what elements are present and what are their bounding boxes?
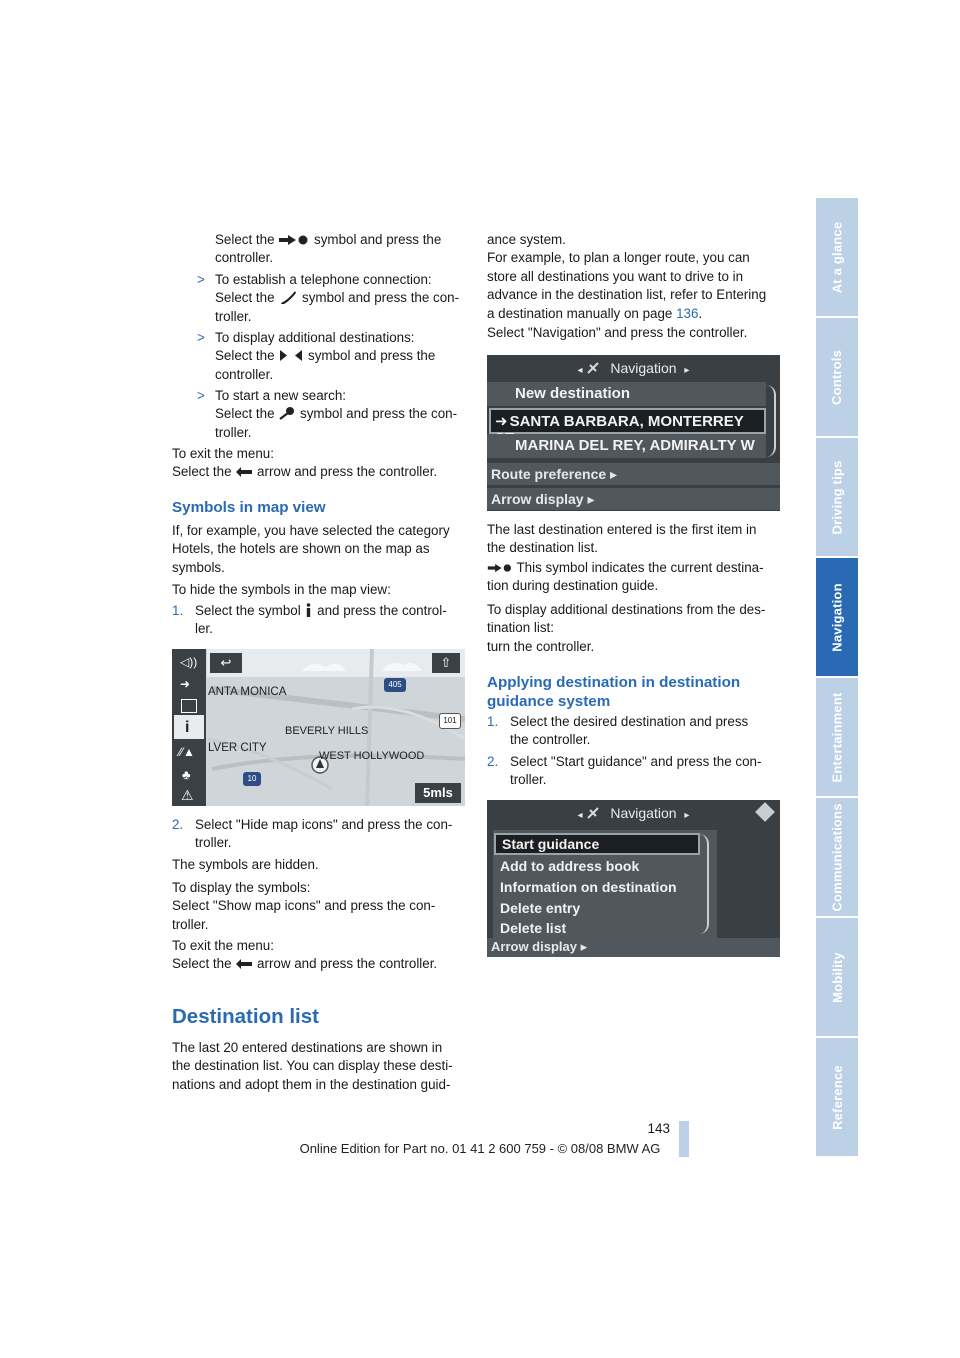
back-arrow-icon [235,958,253,970]
tab-navigation[interactable]: Navigation [816,558,858,676]
menu-option[interactable]: Information on destination [500,879,677,895]
highway-shield: 405 [384,678,406,692]
map-place-label: BEVERLY HILLS [285,725,369,737]
tab-entertainment[interactable]: Entertainment [816,678,858,796]
nav-header: ◂ Navigation ▸ [577,360,690,376]
hide-intro: To hide the symbols in the map view: [172,582,391,597]
bullet-telephone: > To establish a telephone connection: Select the symbol and press the con- troller. [197,272,460,324]
info-icon[interactable]: i [185,719,190,736]
route-preference-row[interactable]: Route preference ▸ [487,463,780,485]
map-back-button[interactable]: ↩ [210,653,242,673]
nav-destination-list-screenshot [487,355,780,511]
info-icon [304,603,313,617]
exit-menu-1: To exit the menu: Select the arrow and press the controller. [172,446,438,480]
tab-communications[interactable]: Communications [816,798,858,916]
scroll-arrows-icon [278,349,304,362]
menu-option[interactable]: Delete entry [500,900,581,916]
telephone-icon [278,290,298,304]
map-place-label: LVER CITY [208,742,267,754]
section-tabs [816,198,858,1160]
nav-start-guidance-screenshot [487,800,780,957]
road-icon[interactable]: ⁄⁄▲ [179,745,195,759]
destination-flag-icon [278,234,310,246]
nav-header: ◂ Navigation ▸ [577,805,690,821]
highway-shield: 10 [243,772,261,786]
exit-menu-2: To exit the menu: Select the arrow and press the controller. [172,938,438,972]
tab-mobility[interactable]: Mobility [816,918,858,1036]
highway-shield: 101 [439,713,461,729]
symbols-hidden: The symbols are hidden. [172,857,319,872]
arrow-display-row[interactable]: Arrow display ▸ [487,488,780,510]
menu-option[interactable]: Delete list [500,920,567,936]
destination-list-heading: Destination list [172,1005,319,1028]
hide-step-2: 2. Select "Hide map icons" and press the con- troller. [172,817,453,851]
hide-step-1: 1. Select the symbol and press the control- ler. [172,603,447,637]
map-place-label: WEST HOLLYWOOD [319,750,425,762]
footer-edition: Online Edition for Part no. 01 41 2 600 759 - © 08/08 BMW AG [299,1141,661,1156]
map-up-button[interactable]: ⇧ [432,653,460,673]
speaker-icon[interactable]: ◁)) [180,655,198,669]
nav-row-selected[interactable]: ➜ SANTA BARBARA, MONTERREY [489,408,766,434]
apply-step-1: 1. Select the desired destination and press the controller. [487,714,749,748]
display-symbols: To display the symbols: Select "Show map icons" and press the con- troller. [172,880,436,932]
warning-icon[interactable]: ⚠ [181,787,194,803]
destination-flag-icon [487,562,513,574]
select-navigation: Select "Navigation" and press the controller. [487,325,748,340]
symbols-paragraph: If, for example, you have selected the category Hotels, the hotels are shown on the map as symbols. [172,523,450,575]
apply-destination-heading: Applying destination in destination guidance system [487,674,741,710]
satellite-icon [586,806,600,820]
scroll-indicator[interactable] [766,385,776,457]
map-scale: 5mls [415,783,461,803]
page-number: 143 [647,1121,670,1136]
map-sidebar [172,649,206,806]
tab-reference[interactable]: Reference [816,1038,858,1156]
destination-icon[interactable]: ➜ [180,677,191,691]
display-more-destinations: To display additional destinations from the des- tination list: turn the controller. [487,602,766,654]
last-destination-text: The last destination entered is the first item in the destination list. [487,522,757,556]
symbols-heading: Symbols in map view [172,499,326,516]
nav-row[interactable]: New destination [487,382,766,406]
traffic-icon[interactable]: ♣ [182,767,191,782]
scroll-indicator[interactable] [699,834,709,934]
tab-driving-tips[interactable]: Driving tips [816,438,858,556]
arrow-display-row[interactable]: Arrow display ▸ [487,938,780,957]
menu-option[interactable]: Add to address book [500,858,640,874]
bullet-new-search: > To start a new search: Select the symbol and press the con- troller. [197,388,458,440]
satellite-icon [586,361,600,375]
back-arrow-icon [235,466,253,478]
tab-at-a-glance[interactable]: At a glance [816,198,858,316]
search-key-icon [278,406,296,420]
guidance-continued: ance system. For example, to plan a longer route, you can store all destinations you want to drive to in advance in the destination list, refer to Entering a destination manually on page 136. [487,232,767,321]
current-destination-symbol-text: This symbol indicates the current destina- tion during destination guide. [487,560,764,594]
select-symbol-text: Select the symbol and press the controller. [215,232,442,266]
nav-row[interactable]: MARINA DEL REY, ADMIRALTY W [487,434,766,458]
apply-step-2: 2. Select "Start guidance" and press the con- troller. [487,754,762,788]
map-layout-icon[interactable] [181,699,197,713]
bullet-additional-destinations: > To display additional destinations: Select the symbol and press the controller. [197,330,436,382]
map-place-label: ANTA MONICA [208,686,287,698]
tab-controls[interactable]: Controls [816,318,858,436]
start-guidance-option[interactable]: Start guidance [494,833,700,855]
map-view-screenshot [172,649,465,806]
page-link[interactable]: 136 [676,305,699,321]
destination-list-paragraph: The last 20 entered destinations are shown in the destination list. You can display these desti- nations and adopt them in the destination guid- [172,1040,453,1092]
